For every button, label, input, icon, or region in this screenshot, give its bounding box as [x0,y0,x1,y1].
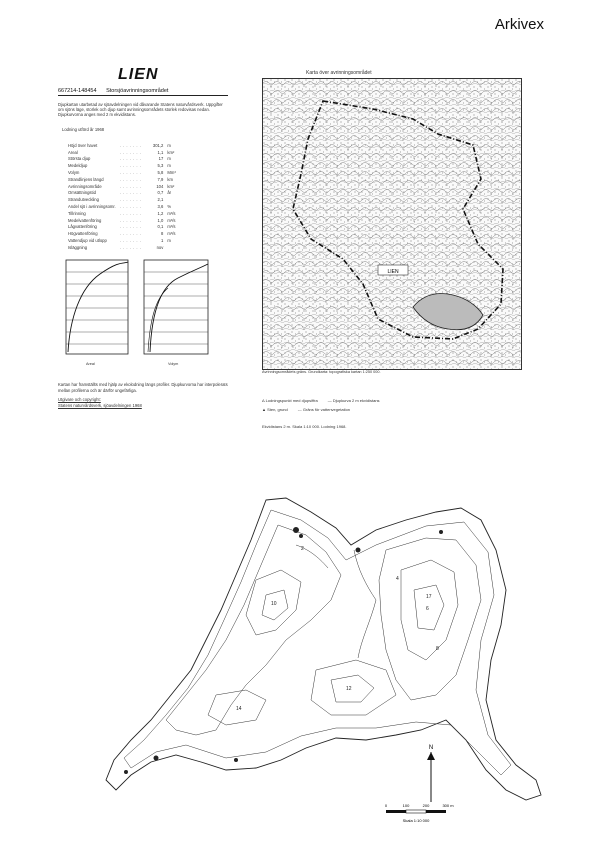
catchment-map [262,78,522,370]
stat-label: Omsättningstid [68,190,96,196]
stat-row [66,203,187,210]
scale-tick: 300 m [442,803,454,808]
stat-value: 301,2 [152,142,164,148]
depth-label: 10 [271,601,277,607]
stat-row [66,162,187,169]
stat-row [66,169,187,176]
stat-row [66,196,187,203]
stat-label: Största djup [68,156,91,162]
stat-label: Areal [68,149,78,155]
stat-value: 1 [161,238,164,244]
stat-label: Medelvattenföring [68,217,102,223]
legend-row [262,407,532,412]
archive-label: Arkivex [494,16,544,33]
map-scale-text: Ekvidistans 2 m. Skala 1:10 000. Lodning 1968. [262,424,347,429]
stat-unit: m [167,238,171,244]
stat-label: Tillrinning [68,210,86,216]
north-label: N [428,745,434,751]
stat-unit: m [167,163,171,169]
stat-dots: . . . . . . . [119,163,142,169]
depth-label: 4 [396,576,399,582]
lake-title: LIEN [118,66,159,83]
legend-item-stone: ▲ Sten, grund [262,407,288,412]
notes-publisher-heading: Utgivare och copyright: [58,397,101,402]
stat-row [66,230,187,237]
stat-label: Strandutveckling [68,197,99,203]
depth-contours [124,510,511,775]
depth-label: 2 [301,546,304,552]
stat-dots: . . . . . . . [119,170,142,176]
catchment-subtitle: Storsjöavrinningsområdet [106,88,169,94]
stat-dots: . . . . . . . [119,238,142,244]
stat-dots: . . . . . . . [119,231,142,237]
stat-dots: . . . . . . . [119,142,142,148]
depth-labels [236,546,439,712]
legend-item-contour: — Djupkurva 2 m ekvidistans [327,398,380,403]
legend-item-sounding: Δ Lodningspunkt med djupsiffra [262,398,318,403]
legend-row [262,398,532,403]
stat-value: 0,7 [157,190,164,196]
area-curve-caption: Areal [86,362,95,366]
depth-label: 6 [426,606,429,612]
notes-publisher: Statens naturvårdsverk, sjöavdelningen 1968 [58,402,142,408]
stat-value: 1,2 [157,210,164,216]
depth-label: 14 [236,706,242,712]
stat-unit: km [167,176,173,182]
stat-value: 8 [161,231,164,237]
stat-label: Isläggning [68,244,88,250]
bathymetric-map [96,490,576,830]
stat-dots: . . . . . . . [119,217,142,223]
stat-unit: m³/s [167,217,176,223]
stat-label: Volym [68,170,80,176]
stat-unit: % [167,204,172,210]
stat-label: Medeldjup [68,163,88,169]
stat-value: 3,6 [157,204,164,210]
stat-row [66,156,187,163]
stat-unit [165,196,187,203]
shore-details [124,527,443,774]
stat-dots: . . . . . . . [119,210,142,216]
map-legend [262,398,532,416]
survey-line: Lodning utförd år 1968 [62,127,105,132]
lake-statistics-table [66,142,187,251]
stat-row [66,183,187,190]
stat-unit: m [167,142,171,148]
catchment-map-label: Karta över avrinningsområdet [306,70,372,76]
stat-row [66,224,187,231]
stat-dots: . . . . . . . [119,149,142,155]
lake-code: 667214-148454 [58,88,97,94]
scale-tick: 100 [402,803,410,808]
stat-value: 5,3 [157,163,164,169]
stat-dots: . . . . . . . [119,176,142,182]
stat-unit: m [167,156,171,162]
map-lake-tag: LIEN [387,269,399,275]
stat-dots: . . . . . . . [119,197,142,203]
stat-dots: . . . . . . . [119,224,142,230]
stat-unit: m³/s [167,231,176,237]
stat-dots: . . . . . . . [119,156,142,162]
stat-row [66,217,187,224]
notes-block [58,382,228,408]
north-arrow [427,745,435,802]
scale-label: Skala 1:10 000 [402,818,430,823]
scale-tick: 0 [384,803,388,808]
stat-unit: km² [167,149,175,155]
catchment-map-graphic [263,79,521,369]
stat-value: 7,9 [157,176,164,182]
area-curve-chart [60,258,132,358]
catchment-map-caption: Avrinningsområdets gräns. Grundkarta: topografiska kartan 1:250 000. [262,370,381,374]
depth-label: 8 [436,646,439,652]
stat-unit: år [167,190,172,196]
stat-label: Lågvattenföring [68,224,97,230]
scale-bar [385,803,454,823]
stat-unit [165,244,187,251]
stat-unit: m³/s [167,210,176,216]
stat-unit: km² [167,183,175,189]
stat-value: 2,1 [157,197,164,203]
stat-label: Vattendjup vid utlopp [68,238,107,244]
stat-label: Strandlinjens längd [68,176,104,182]
intro-paragraph: Djupkartan utarbetad av sjöavdelningen vid dåvarande Statens naturvårdsverk. Uppgifter om sjöns läge, storlek och djup samt avrinningsområdets storlek redovisas nedan. Djupkurvorna anges med 2 m ekvidistans. [58,102,223,118]
header-code-row [58,88,228,96]
stat-label: Höjd över havet [68,142,98,148]
depth-label: 17 [426,594,432,600]
stat-row [66,142,187,149]
stat-dots: . . . . . . . [119,244,142,250]
depth-label: 12 [346,686,352,692]
volume-curve-caption: Volym [168,362,179,366]
legend-item-vegetation: --- Gräns för vattenvegetation [297,407,351,412]
stat-value: 104 [156,183,164,189]
volume-curve-chart [138,258,214,358]
stat-row [66,190,187,197]
stat-dots: . . . . . . . [119,183,142,189]
stat-label: Högvattenföring [68,231,98,237]
stat-row [66,237,187,244]
notes-method: Kartan har framställts med hjälp av ekolodning längs profiler. Djupkurvorna har interpolerats mellan profilerna och är därför ungefärliga. [58,382,228,393]
stat-dots: . . . . . . . [119,204,142,210]
stat-value: 17 [158,156,164,162]
stat-value: 1,1 [157,149,164,155]
stat-row [66,149,187,156]
stat-value: 0,1 [157,224,164,230]
stat-value: 5,8 [157,170,164,176]
stat-row [66,244,187,251]
stat-dots: . . . . . . . [119,190,142,196]
stat-row [66,176,187,183]
stat-value: 1,0 [157,217,164,223]
lake-outline [106,498,541,800]
stat-unit: m³/s [167,224,176,230]
stat-value: nov [156,244,164,250]
stat-label: Avrinningsområde [68,183,102,189]
stat-label: Andel sjö i avrinningsomr. [68,204,116,210]
stat-row [66,210,187,217]
scale-tick: 200 [422,803,430,808]
stat-unit: Mm³ [167,170,176,176]
